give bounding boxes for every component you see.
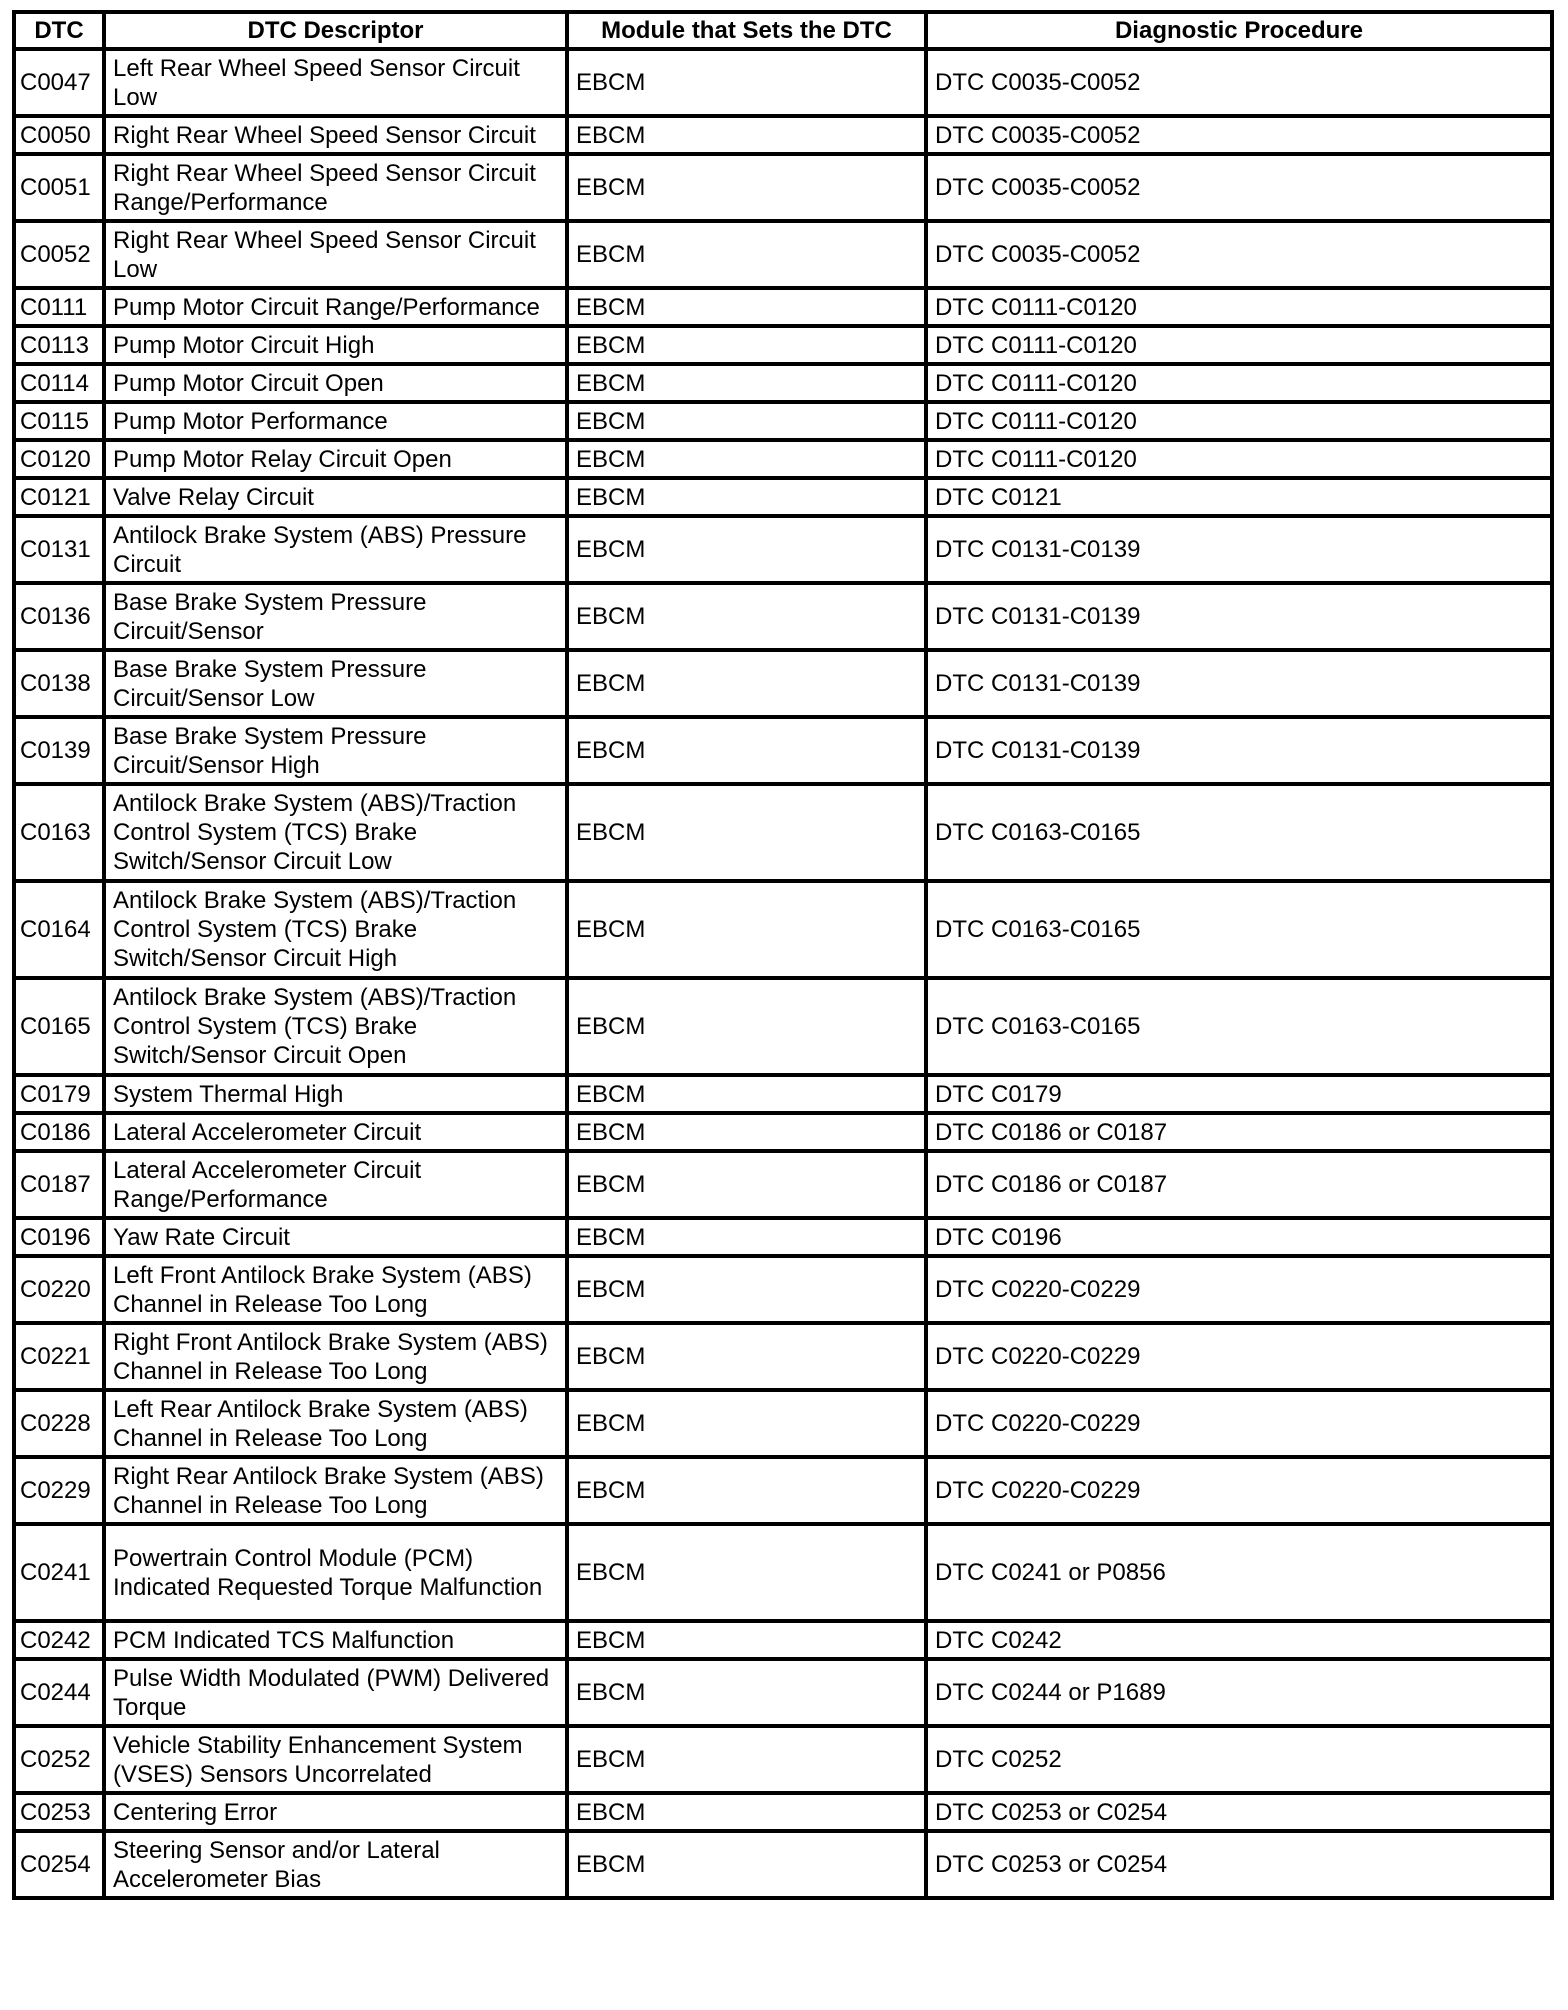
cell-module: EBCM xyxy=(567,364,926,402)
cell-dtc: C0164 xyxy=(14,881,104,978)
cell-procedure: DTC C0111-C0120 xyxy=(926,288,1552,326)
cell-module: EBCM xyxy=(567,1256,926,1323)
cell-dtc: C0052 xyxy=(14,221,104,288)
table-row xyxy=(14,1256,1552,1323)
table-row xyxy=(14,1621,1552,1659)
cell-descriptor: Left Rear Antilock Brake System (ABS) Channel in Release Too Long xyxy=(104,1390,567,1457)
cell-procedure: DTC C0035-C0052 xyxy=(926,116,1552,154)
cell-dtc: C0221 xyxy=(14,1323,104,1390)
cell-module: EBCM xyxy=(567,650,926,717)
cell-descriptor: Pump Motor Circuit High xyxy=(104,326,567,364)
dtc-table xyxy=(12,10,1554,1900)
table-row xyxy=(14,1457,1552,1524)
cell-module: EBCM xyxy=(567,784,926,881)
cell-descriptor: Right Rear Wheel Speed Sensor Circuit xyxy=(104,116,567,154)
table-row xyxy=(14,516,1552,583)
cell-descriptor: Pump Motor Circuit Range/Performance xyxy=(104,288,567,326)
cell-descriptor: Lateral Accelerometer Circuit Range/Performance xyxy=(104,1151,567,1218)
table-row xyxy=(14,326,1552,364)
cell-module: EBCM xyxy=(567,1524,926,1621)
cell-descriptor: Base Brake System Pressure Circuit/Sensor Low xyxy=(104,650,567,717)
cell-dtc: C0131 xyxy=(14,516,104,583)
cell-procedure: DTC C0111-C0120 xyxy=(926,440,1552,478)
cell-procedure: DTC C0035-C0052 xyxy=(926,49,1552,116)
table-row xyxy=(14,717,1552,784)
cell-module: EBCM xyxy=(567,1659,926,1726)
cell-dtc: C0051 xyxy=(14,154,104,221)
cell-descriptor: Antilock Brake System (ABS) Pressure Circuit xyxy=(104,516,567,583)
cell-dtc: C0241 xyxy=(14,1524,104,1621)
cell-procedure: DTC C0196 xyxy=(926,1218,1552,1256)
cell-dtc: C0047 xyxy=(14,49,104,116)
table-header xyxy=(14,12,1552,49)
table-row xyxy=(14,1524,1552,1621)
header-diagnostic-procedure: Diagnostic Procedure xyxy=(926,12,1552,49)
cell-module: EBCM xyxy=(567,326,926,364)
cell-dtc: C0111 xyxy=(14,288,104,326)
cell-module: EBCM xyxy=(567,221,926,288)
cell-dtc: C0165 xyxy=(14,978,104,1075)
table-row xyxy=(14,478,1552,516)
table-row xyxy=(14,1323,1552,1390)
cell-dtc: C0187 xyxy=(14,1151,104,1218)
cell-module: EBCM xyxy=(567,717,926,784)
cell-module: EBCM xyxy=(567,1390,926,1457)
header-module: Module that Sets the DTC xyxy=(567,12,926,49)
table-row xyxy=(14,784,1552,881)
cell-procedure: DTC C0220-C0229 xyxy=(926,1323,1552,1390)
cell-procedure: DTC C0244 or P1689 xyxy=(926,1659,1552,1726)
cell-module: EBCM xyxy=(567,49,926,116)
cell-descriptor: Centering Error xyxy=(104,1793,567,1831)
cell-module: EBCM xyxy=(567,1793,926,1831)
cell-procedure: DTC C0131-C0139 xyxy=(926,583,1552,650)
cell-procedure: DTC C0035-C0052 xyxy=(926,154,1552,221)
cell-procedure: DTC C0253 or C0254 xyxy=(926,1793,1552,1831)
header-dtc-descriptor: DTC Descriptor xyxy=(104,12,567,49)
cell-dtc: C0228 xyxy=(14,1390,104,1457)
cell-descriptor: Vehicle Stability Enhancement System (VSES) Sensors Uncorrelated xyxy=(104,1726,567,1793)
cell-descriptor: PCM Indicated TCS Malfunction xyxy=(104,1621,567,1659)
cell-descriptor: Pump Motor Performance xyxy=(104,402,567,440)
table-row xyxy=(14,116,1552,154)
cell-module: EBCM xyxy=(567,978,926,1075)
cell-dtc: C0186 xyxy=(14,1113,104,1151)
table-row xyxy=(14,1218,1552,1256)
cell-module: EBCM xyxy=(567,583,926,650)
cell-dtc: C0139 xyxy=(14,717,104,784)
cell-procedure: DTC C0186 or C0187 xyxy=(926,1151,1552,1218)
cell-module: EBCM xyxy=(567,1113,926,1151)
table-row xyxy=(14,1793,1552,1831)
cell-dtc: C0113 xyxy=(14,326,104,364)
cell-procedure: DTC C0241 or P0856 xyxy=(926,1524,1552,1621)
cell-dtc: C0254 xyxy=(14,1831,104,1898)
cell-procedure: DTC C0179 xyxy=(926,1075,1552,1113)
cell-procedure: DTC C0186 or C0187 xyxy=(926,1113,1552,1151)
cell-procedure: DTC C0163-C0165 xyxy=(926,784,1552,881)
cell-procedure: DTC C0111-C0120 xyxy=(926,326,1552,364)
cell-procedure: DTC C0220-C0229 xyxy=(926,1457,1552,1524)
cell-dtc: C0163 xyxy=(14,784,104,881)
cell-procedure: DTC C0121 xyxy=(926,478,1552,516)
cell-procedure: DTC C0242 xyxy=(926,1621,1552,1659)
table-row xyxy=(14,1659,1552,1726)
cell-module: EBCM xyxy=(567,440,926,478)
cell-module: EBCM xyxy=(567,288,926,326)
cell-procedure: DTC C0253 or C0254 xyxy=(926,1831,1552,1898)
table-row xyxy=(14,288,1552,326)
table-row xyxy=(14,402,1552,440)
cell-module: EBCM xyxy=(567,1831,926,1898)
table-row xyxy=(14,978,1552,1075)
cell-module: EBCM xyxy=(567,478,926,516)
cell-descriptor: Powertrain Control Module (PCM) Indicated Requested Torque Malfunction xyxy=(104,1524,567,1621)
table-row xyxy=(14,364,1552,402)
cell-descriptor: Right Rear Wheel Speed Sensor Circuit Low xyxy=(104,221,567,288)
cell-dtc: C0196 xyxy=(14,1218,104,1256)
cell-descriptor: Right Front Antilock Brake System (ABS) Channel in Release Too Long xyxy=(104,1323,567,1390)
cell-module: EBCM xyxy=(567,516,926,583)
cell-procedure: DTC C0220-C0229 xyxy=(926,1256,1552,1323)
cell-descriptor: Right Rear Antilock Brake System (ABS) Channel in Release Too Long xyxy=(104,1457,567,1524)
table-row xyxy=(14,1390,1552,1457)
cell-dtc: C0244 xyxy=(14,1659,104,1726)
table-row xyxy=(14,881,1552,978)
cell-dtc: C0136 xyxy=(14,583,104,650)
table-row xyxy=(14,650,1552,717)
cell-dtc: C0114 xyxy=(14,364,104,402)
cell-module: EBCM xyxy=(567,1075,926,1113)
cell-dtc: C0115 xyxy=(14,402,104,440)
header-dtc: DTC xyxy=(14,12,104,49)
table-row xyxy=(14,154,1552,221)
cell-descriptor: Left Rear Wheel Speed Sensor Circuit Low xyxy=(104,49,567,116)
table-row xyxy=(14,440,1552,478)
cell-module: EBCM xyxy=(567,881,926,978)
table-row xyxy=(14,583,1552,650)
cell-procedure: DTC C0163-C0165 xyxy=(926,978,1552,1075)
cell-procedure: DTC C0131-C0139 xyxy=(926,717,1552,784)
cell-module: EBCM xyxy=(567,1621,926,1659)
table-row xyxy=(14,1151,1552,1218)
cell-procedure: DTC C0220-C0229 xyxy=(926,1390,1552,1457)
cell-descriptor: System Thermal High xyxy=(104,1075,567,1113)
table-row xyxy=(14,1726,1552,1793)
cell-dtc: C0121 xyxy=(14,478,104,516)
cell-module: EBCM xyxy=(567,1457,926,1524)
cell-descriptor: Pump Motor Relay Circuit Open xyxy=(104,440,567,478)
cell-procedure: DTC C0131-C0139 xyxy=(926,650,1552,717)
table-row xyxy=(14,1113,1552,1151)
cell-descriptor: Pulse Width Modulated (PWM) Delivered Torque xyxy=(104,1659,567,1726)
cell-procedure: DTC C0252 xyxy=(926,1726,1552,1793)
cell-procedure: DTC C0111-C0120 xyxy=(926,402,1552,440)
cell-descriptor: Pump Motor Circuit Open xyxy=(104,364,567,402)
cell-dtc: C0179 xyxy=(14,1075,104,1113)
table-body xyxy=(14,49,1552,1898)
cell-dtc: C0120 xyxy=(14,440,104,478)
cell-module: EBCM xyxy=(567,1151,926,1218)
cell-module: EBCM xyxy=(567,1323,926,1390)
cell-dtc: C0252 xyxy=(14,1726,104,1793)
cell-descriptor: Right Rear Wheel Speed Sensor Circuit Range/Performance xyxy=(104,154,567,221)
cell-dtc: C0253 xyxy=(14,1793,104,1831)
cell-dtc: C0229 xyxy=(14,1457,104,1524)
cell-dtc: C0138 xyxy=(14,650,104,717)
cell-procedure: DTC C0035-C0052 xyxy=(926,221,1552,288)
table-row xyxy=(14,1831,1552,1898)
cell-dtc: C0242 xyxy=(14,1621,104,1659)
cell-module: EBCM xyxy=(567,402,926,440)
cell-module: EBCM xyxy=(567,1218,926,1256)
cell-descriptor: Antilock Brake System (ABS)/Traction Control System (TCS) Brake Switch/Sensor Circuit Open xyxy=(104,978,567,1075)
table-row xyxy=(14,221,1552,288)
cell-descriptor: Yaw Rate Circuit xyxy=(104,1218,567,1256)
cell-descriptor: Base Brake System Pressure Circuit/Sensor xyxy=(104,583,567,650)
cell-descriptor: Antilock Brake System (ABS)/Traction Control System (TCS) Brake Switch/Sensor Circuit High xyxy=(104,881,567,978)
dtc-table-container xyxy=(12,10,1550,1900)
cell-module: EBCM xyxy=(567,154,926,221)
cell-module: EBCM xyxy=(567,1726,926,1793)
cell-descriptor: Valve Relay Circuit xyxy=(104,478,567,516)
table-row xyxy=(14,49,1552,116)
cell-procedure: DTC C0111-C0120 xyxy=(926,364,1552,402)
cell-descriptor: Antilock Brake System (ABS)/Traction Control System (TCS) Brake Switch/Sensor Circuit Low xyxy=(104,784,567,881)
cell-descriptor: Steering Sensor and/or Lateral Accelerometer Bias xyxy=(104,1831,567,1898)
cell-dtc: C0220 xyxy=(14,1256,104,1323)
cell-procedure: DTC C0163-C0165 xyxy=(926,881,1552,978)
cell-descriptor: Left Front Antilock Brake System (ABS) Channel in Release Too Long xyxy=(104,1256,567,1323)
cell-module: EBCM xyxy=(567,116,926,154)
cell-dtc: C0050 xyxy=(14,116,104,154)
cell-descriptor: Lateral Accelerometer Circuit xyxy=(104,1113,567,1151)
cell-procedure: DTC C0131-C0139 xyxy=(926,516,1552,583)
table-row xyxy=(14,1075,1552,1113)
cell-descriptor: Base Brake System Pressure Circuit/Sensor High xyxy=(104,717,567,784)
